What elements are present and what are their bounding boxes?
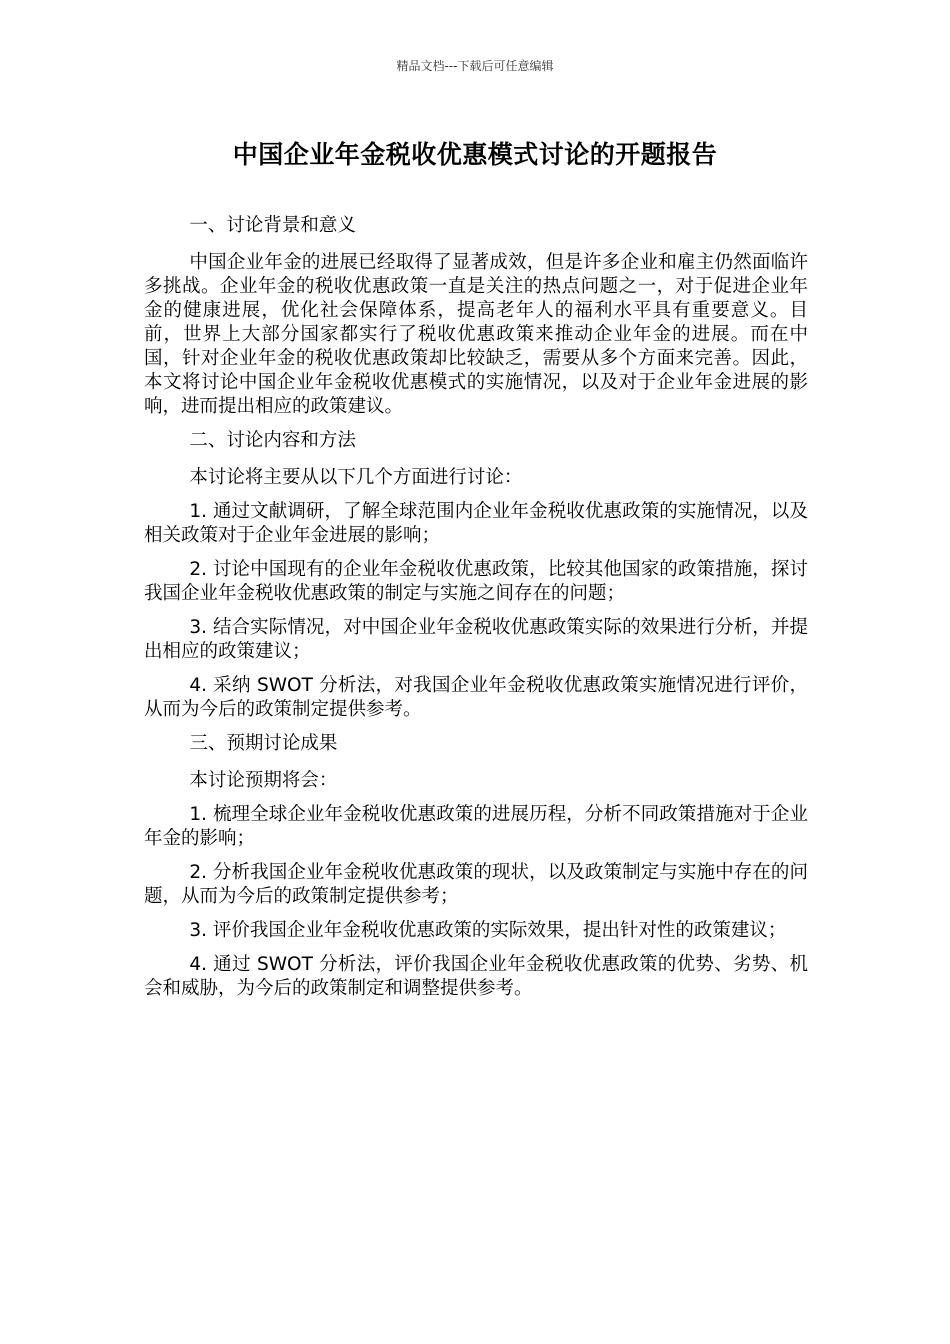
- list-item-content-2: 2. 讨论中国现有的企业年金税收优惠政策，比较其他国家的政策措施，探讨我国企业年金税收优惠政策的制定与实施之间存在的问题；: [144, 559, 808, 604]
- document-body: [144, 214, 808, 1011]
- list-item-content-1: 1. 通过文献调研，了解全球范围内企业年金税收优惠政策的实施情况，以及相关政策对于企业年金进展的影响；: [144, 501, 808, 546]
- section-heading-background: 一、讨论背景和意义: [189, 215, 356, 236]
- list-item-results-4: 4. 通过 SWOT 分析法，评价我国企业年金税收优惠政策的优势、劣势、机会和威胁，为今后的政策制定和调整提供参考。: [144, 954, 808, 999]
- list-item-content-4: 4. 采纳 SWOT 分析法，对我国企业年金税收优惠政策实施情况进行评价，从而为今后的政策制定提供参考。: [144, 675, 808, 720]
- paragraph-content-intro: 本讨论将主要从以下几个方面进行讨论：: [189, 467, 523, 488]
- section-heading-content-method: 二、讨论内容和方法: [189, 430, 356, 451]
- list-item-results-1: 1. 梳理全球企业年金税收优惠政策的进展历程，分析不同政策措施对于企业年金的影响；: [144, 804, 808, 849]
- document-title: 中国企业年金税收优惠模式讨论的开题报告: [232, 140, 718, 169]
- list-item-content-3: 3. 结合实际情况，对中国企业年金税收优惠政策实际的效果进行分析，并提出相应的政策建议；: [144, 617, 808, 662]
- paragraph-results-intro: 本讨论预期将会：: [189, 770, 338, 791]
- page-header: 精品文档---下载后可任意编辑: [396, 59, 554, 73]
- list-item-results-2: 2. 分析我国企业年金税收优惠政策的现状，以及政策制定与实施中存在的问题，从而为今后的政策制定提供参考；: [144, 862, 808, 907]
- section-heading-expected-results: 三、预期讨论成果: [189, 733, 338, 754]
- list-item-results-3: 3. 评价我国企业年金税收优惠政策的实际效果，提出针对性的政策建议；: [189, 920, 787, 941]
- paragraph-background: 中国企业年金的进展已经取得了显著成效，但是许多企业和雇主仍然面临许多挑战。企业年金的税收优惠政策一直是关注的热点问题之一，对于促进企业年金的健康进展，优化社会保障体系，提高老年人的福利水平具有重要意义。目前，世界上大部分国家都实行了税收优惠政策来推动企业年金的进展。而在中国，针对企业年金的税收优惠政策却比较缺乏，需要从多个方面来完善。因此，本文将讨论中国企业年金税收优惠模式的实施情况，以及对于企业年金进展的影响，进而提出相应的政策建议。: [144, 252, 808, 417]
